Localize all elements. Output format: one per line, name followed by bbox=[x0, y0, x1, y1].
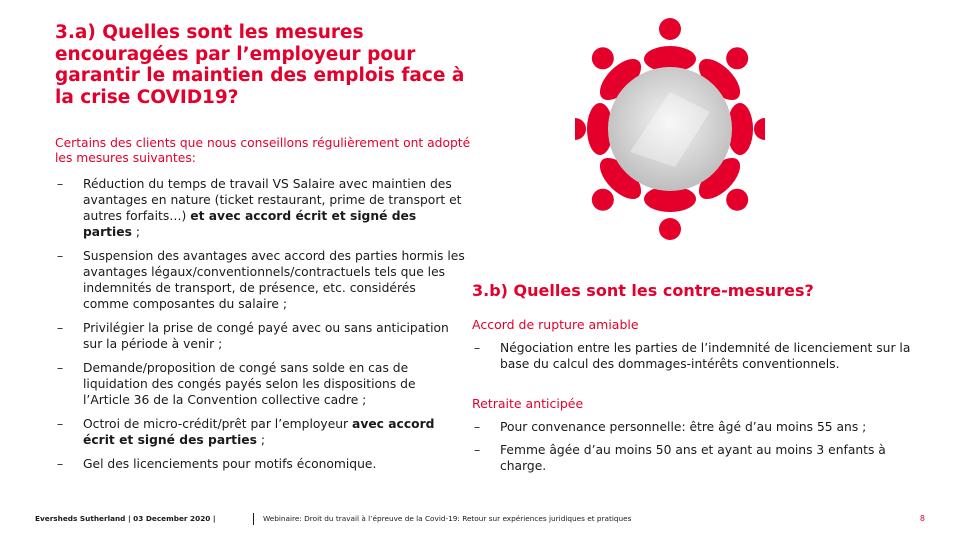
dash-bullet: – bbox=[57, 177, 64, 191]
measure-text: Octroi de micro-crédit/prêt par l’employeur bbox=[83, 417, 353, 431]
dash-bullet: – bbox=[474, 341, 481, 355]
measure-text: Privilégier la prise de congé payé avec ou sans anticipation sur la période à venir ; bbox=[83, 321, 449, 351]
person-figure bbox=[575, 103, 613, 155]
retraite-title: Retraite anticipée bbox=[472, 396, 584, 411]
person-head bbox=[575, 118, 586, 140]
measure-item bbox=[55, 176, 465, 240]
list-item bbox=[472, 340, 932, 372]
dash-bullet: – bbox=[474, 420, 481, 434]
measure-text: Demande/proposition de congé sans solde en cas de liquidation des congés payés selon les dispositions de l’Article 36 de la Convention collective cadre ; bbox=[83, 361, 416, 407]
measure-item bbox=[55, 248, 465, 312]
countermeasures-title: 3.b) Quelles sont les contre-mesures? bbox=[472, 281, 814, 300]
measure-tail: ; bbox=[131, 225, 140, 239]
footer-webinar: Webinaire: Droit du travail à l’épreuve de la Covid-19: Retour sur expériences juridiques et pratiques bbox=[263, 514, 632, 523]
measure-text: Gel des licenciements pour motifs économique. bbox=[83, 457, 377, 471]
dash-bullet: – bbox=[57, 417, 64, 431]
footer-divider bbox=[253, 513, 254, 525]
list-item bbox=[472, 419, 932, 435]
measure-text: Réduction du temps de travail VS Salaire avec maintien des avantages en nature (ticket restaurant, prime de transport et autres forfaits…) bbox=[83, 177, 462, 223]
page-number: 8 bbox=[919, 514, 925, 523]
dash-bullet: – bbox=[57, 249, 64, 263]
person-figure bbox=[727, 103, 765, 155]
measures-list bbox=[55, 176, 465, 480]
person-head bbox=[726, 47, 748, 69]
accord-title: Accord de rupture amiable bbox=[472, 317, 639, 332]
person-head bbox=[592, 189, 614, 211]
person-head bbox=[659, 218, 681, 240]
dash-bullet: – bbox=[57, 457, 64, 471]
measure-item bbox=[55, 416, 465, 448]
dash-bullet: – bbox=[57, 361, 64, 375]
measure-item bbox=[55, 360, 465, 408]
person-head bbox=[659, 18, 681, 40]
teamwork-circle-illustration bbox=[575, 2, 765, 257]
list-item-text: Femme âgée d’au moins 50 ans et ayant au moins 3 enfants à charge. bbox=[500, 443, 886, 473]
person-head bbox=[592, 47, 614, 69]
footer-company: Eversheds Sutherland | 03 December 2020 | bbox=[35, 514, 216, 523]
person-figure bbox=[644, 186, 696, 240]
measure-tail: ; bbox=[256, 433, 266, 447]
measure-text: Suspension des avantages avec accord des parties hormis les avantages légaux/conventionnels/contractuels tels que les indemnités de transport, de présence, etc. considérés comme composantes du salaire ; bbox=[83, 249, 465, 311]
measure-item bbox=[55, 320, 465, 352]
measure-bold: et avec accord écrit et signé des parties bbox=[83, 209, 417, 239]
measure-bold: avec accord écrit et signé des parties bbox=[83, 417, 435, 447]
footer bbox=[35, 513, 925, 525]
person-head bbox=[754, 118, 765, 140]
person-head bbox=[726, 189, 748, 211]
retraite-list bbox=[472, 419, 932, 481]
list-item bbox=[472, 442, 932, 474]
dash-bullet: – bbox=[57, 321, 64, 335]
person-figure bbox=[644, 18, 696, 72]
slide-title: 3.a) Quelles sont les mesures encouragées par l’employeur pour garantir le maintien des emplois face à la crise COVID19? bbox=[55, 22, 465, 108]
intro-text: Certains des clients que nous conseillons régulièrement ont adopté les mesures suivantes: bbox=[55, 136, 471, 165]
accord-list bbox=[472, 340, 932, 379]
dash-bullet: – bbox=[474, 443, 481, 457]
list-item-text: Négociation entre les parties de l’indemnité de licenciement sur la base du calcul des dommages-intérêts conventionnels. bbox=[500, 341, 911, 371]
list-item-text: Pour convenance personnelle: être âgé d’au moins 55 ans ; bbox=[500, 420, 867, 434]
measure-item bbox=[55, 456, 465, 472]
